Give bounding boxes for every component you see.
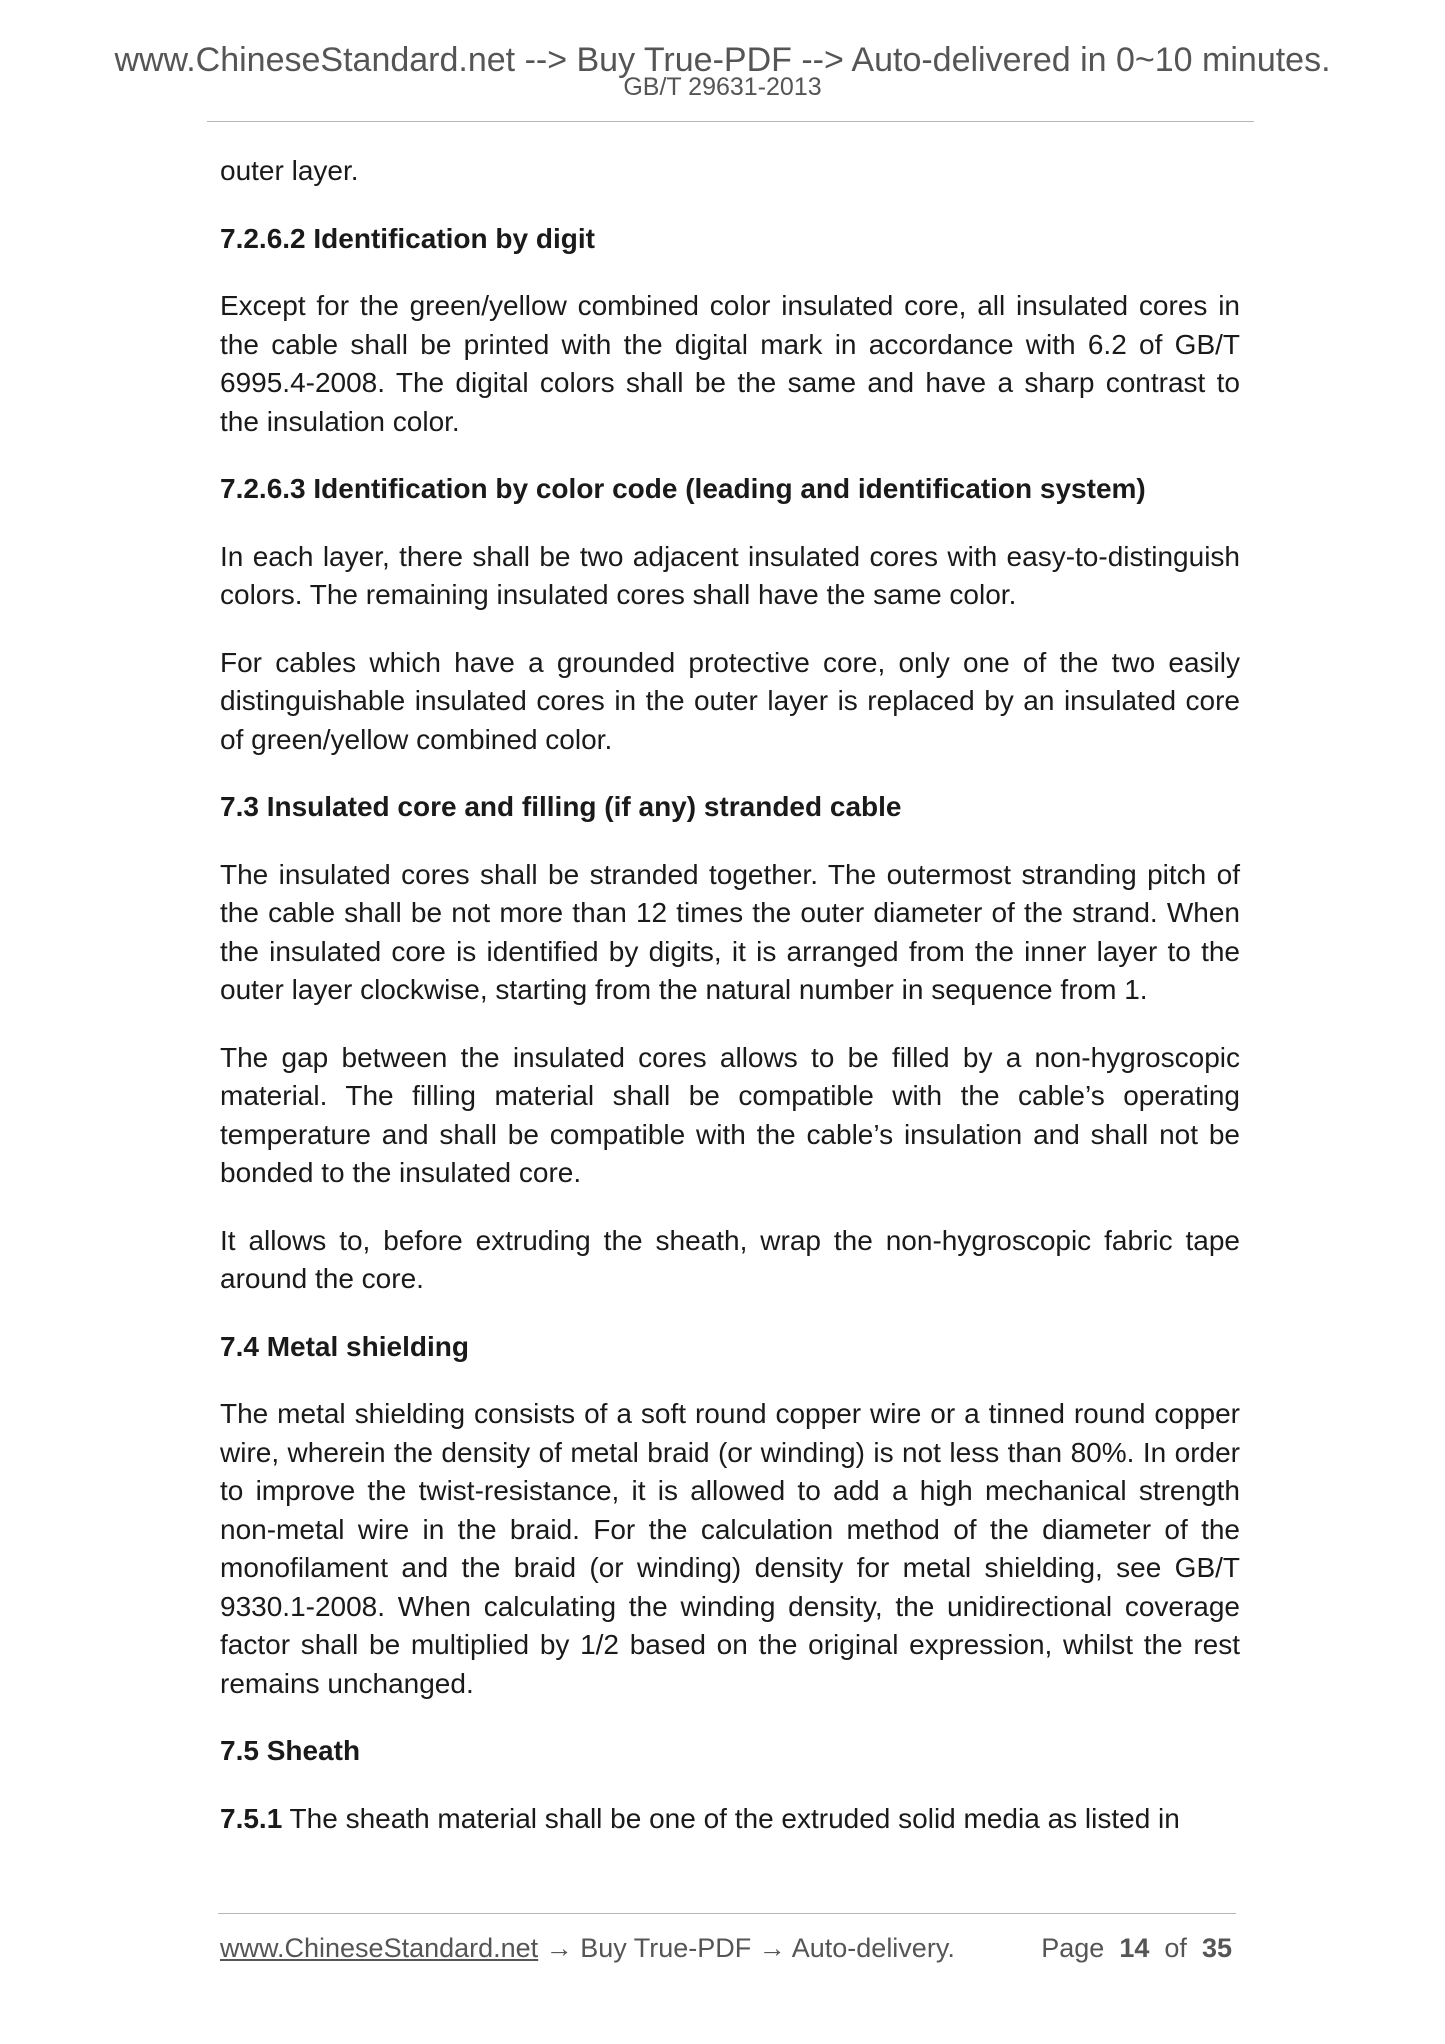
- clause-number: 7.5.1: [220, 1802, 283, 1834]
- heading-7-4: 7.4 Metal shielding: [220, 1330, 469, 1362]
- heading-7-3: 7.3 Insulated core and filling (if any) stranded cable: [220, 791, 902, 822]
- paragraph-digit-identification: Except for the green/yellow combined color insulated core, all insulated cores in the cable shall be printed with the digital mark in accordance with 6.2 of GB/T 6995.4-2008. The digital colors shall be the same and have a sharp contrast to the insulation color.: [220, 290, 1240, 437]
- site-banner: www.ChineseStandard.net --> Buy True-PDF --> Auto-delivered in 0~10 minutes.: [114, 41, 1331, 79]
- page-total: 35: [1201, 1933, 1232, 1963]
- footer-site-link[interactable]: www.ChineseStandard.net: [220, 1933, 539, 1963]
- paragraph-7-5-1: [220, 1800, 1240, 1839]
- page-number: 14: [1119, 1933, 1150, 1963]
- header-divider: [207, 121, 1254, 122]
- paragraph-continuation: outer layer.: [220, 155, 359, 186]
- heading-7-5: 7.5 Sheath: [220, 1735, 361, 1766]
- footer-promo: [220, 1930, 955, 1966]
- paragraph-filling: The gap between the insulated cores allows to be filled by a non-hygroscopic material. The filling material shall be compatible with the cable’s operating temperature and shall be compatible with the cable’s insulation and shall not be bonded to the insulated core.: [220, 1041, 1240, 1188]
- clause-text: The sheath material shall be one of the extruded solid media as listed in: [282, 1802, 1180, 1834]
- footer-promo-text: → Buy True-PDF → Auto-delivery.: [538, 1933, 955, 1963]
- of-label: of: [1164, 1933, 1187, 1963]
- heading-7-2-6-2: 7.2.6.2 Identification by digit: [220, 222, 595, 254]
- page-label: Page: [1041, 1933, 1105, 1963]
- paragraph-stranding: The insulated cores shall be stranded together. The outermost stranding pitch of the cable shall be not more than 12 times the outer diameter of the strand. When the insulated core is identified by digits, it is arranged from the inner layer to the outer layer clockwise, starting from the natural number in sequence from 1.: [220, 858, 1240, 1005]
- paragraph-metal-shielding: The metal shielding consists of a soft round copper wire or a tinned round copper wire, wherein the density of metal braid (or winding) is not less than 80%. In order to improve the twist-resistance, it is allowed to add a high mechanical strength non-metal wire in the braid. For the calculation method of the diameter of the monofilament and the braid (or winding) density for metal shielding, see GB/T 9330.1-2008. When calculating the winding density, the unidirectional coverage factor shall be multiplied by 1/2 based on the original expression, whilst the rest remains unchanged.: [220, 1398, 1240, 1699]
- paragraph-fabric-tape: It allows to, before extruding the sheath, wrap the non-hygroscopic fabric tape around the core.: [220, 1224, 1240, 1294]
- standard-number: GB/T 29631-2013: [623, 73, 822, 101]
- document-body: [220, 152, 1240, 1867]
- paragraph-color-code: In each layer, there shall be two adjacent insulated cores with easy-to-distinguish colors. The remaining insulated cores shall have the same color.: [220, 540, 1240, 610]
- heading-7-2-6-3: 7.2.6.3 Identification by color code (leading and identification system): [220, 473, 1146, 504]
- footer-divider: [218, 1913, 1236, 1914]
- page-indicator: [1041, 1930, 1232, 1966]
- paragraph-grounded-core: For cables which have a grounded protective core, only one of the two easily distinguishable insulated cores in the outer layer is replaced by an insulated core of green/yellow combined color.: [220, 646, 1240, 755]
- page-footer: [220, 1930, 1232, 1966]
